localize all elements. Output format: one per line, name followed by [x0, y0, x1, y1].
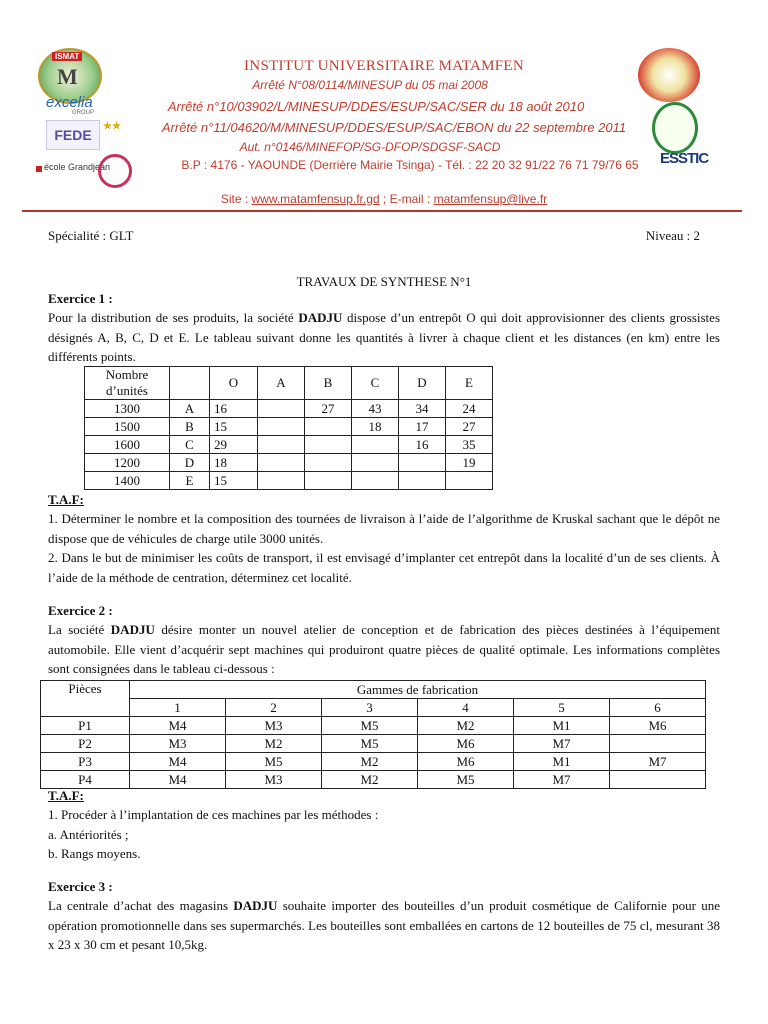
distance-table [84, 366, 493, 490]
ismat-logo-icon: ISMAT M [38, 48, 102, 104]
header-divider [22, 210, 742, 212]
fede-logo-icon: FEDE ★★ [46, 120, 100, 150]
contact-line: Site : www.matamfensup.fr.gd ; E-mail : matamfensup@live.fr [220, 192, 548, 206]
document-header [0, 0, 768, 210]
method-b: b. Rangs moyens. [48, 846, 141, 862]
table-row: P4 M4 M3 M2 M5 M7 [41, 771, 706, 789]
partner-seal-icon [652, 102, 698, 154]
exercise-3-heading: Exercice 3 : [48, 879, 113, 894]
question-2: 2. Dans le but de minimiser les coûts de transport, il est envisagé d’implanter cet entrepôt dans la localité d’un de ses clients. À l’aide de la méthode de centration, déterminez cet localité. [48, 550, 720, 585]
esstic-logo-icon: ESSTIC [660, 150, 709, 167]
method-a: a. Antériorités ; [48, 826, 129, 842]
email-link[interactable]: matamfensup@live.fr [433, 192, 548, 206]
exercise-1-statement: Pour la distribution de ses produits, la société DADJU dispose d’un entrepôt O qui doit approvisionner des clients grossistes désignés A, B, C, D et E. Le tableau suivant donne les quantités à livrer à chaque client et les distances (en km) entre les différents points. [48, 310, 721, 365]
excelia-logo-icon: excelia GROUP [46, 94, 95, 116]
document-title: TRAVAUX DE SYNTHESE N°1 [296, 274, 472, 289]
site-link[interactable]: www.matamfensup.fr.gd [251, 192, 380, 206]
exercise-1 [48, 289, 720, 367]
exercise-1-heading: Exercice 1 : [48, 291, 113, 306]
table-row: P2 M3 M2 M5 M6 M7 [41, 735, 706, 753]
exercise-2-tasks [48, 786, 720, 864]
decree-line-3: Arrêté n°11/04620/M/MINESUP/DDES/ESUP/SAC/EBON du 22 septembre 2011 [161, 120, 627, 135]
address-line: B.P : 4176 - YAOUNDE (Derrière Mairie Tsinga) - Tél. : 22 20 32 91/22 76 71 79/76 65 [181, 158, 639, 172]
table-row: 1300 A 16 27 43 34 24 [85, 400, 493, 418]
table-row: 1600 C 29 16 35 [85, 436, 493, 454]
niveau: Niveau : 2 [645, 228, 700, 243]
exercise-2-statement: La société DADJU désire monter un nouvel atelier de conception et de fabrication des pièces destinées à l’équipement automobile. Elle vient d’acquérir sept machines qui produiront quatre pièces de qualité optimale. Les informations complètes sont consignées dans le tableau ci-dessous : [48, 622, 721, 677]
decree-line-2: Arrêté n°10/03902/L/MINESUP/DDES/ESUP/SAC/SER du 18 août 2010 [167, 99, 585, 114]
exercise-1-tasks [48, 490, 720, 587]
table-subheader-row: 1 2 3 4 5 6 [41, 699, 706, 717]
taf-heading: T.A.F: [48, 788, 84, 803]
question-1: 1. Déterminer le nombre et la composition des tournées de livraison à l’aide de l’algorithme de Kruskal sachant que le dépôt ne dispose que de véhicules de charge utile 3000 unités. [48, 511, 720, 546]
table-row: P1 M4 M3 M5 M2 M1 M6 [41, 717, 706, 735]
table-row: 1500 B 15 18 17 27 [85, 418, 493, 436]
decree-line-1: Arrêté N°08/0114/MINESUP du 05 mai 2008 [252, 78, 488, 92]
ministry-seal-icon [638, 48, 700, 102]
table-row: 1200 D 18 19 [85, 454, 493, 472]
authorization-line: Aut. n°0146/MINEFOP/SG-DFOP/SDGSF-SACD [239, 140, 501, 154]
grandjean-logo-icon: école Grandjean [34, 152, 150, 186]
table-row: 1400 E 15 [85, 472, 493, 490]
question-1: 1. Procéder à l’implantation de ces machines par les méthodes : [48, 807, 379, 823]
table-header-row: Pièces Gammes de fabrication [41, 681, 706, 699]
exercise-2 [48, 601, 720, 679]
table-header-row: Nombre d’unités O A B C D E [85, 367, 493, 400]
exercise-2-heading: Exercice 2 : [48, 603, 113, 618]
specialite: Spécialité : GLT [48, 228, 134, 243]
exercise-3-statement: La centrale d’achat des magasins DADJU souhaite importer des bouteilles d’un produit cosmétique de Californie pour une opération promotionnelle dans ses supermarchés. Les bouteilles sont emballées en cartons de 12 bouteilles de 75 cl, mesurant 38 x 23 x 30 cm et pesant 10,5kg. [48, 898, 720, 953]
taf-heading: T.A.F: [48, 492, 84, 507]
institution-name: INSTITUT UNIVERSITAIRE MATAMFEN [244, 58, 524, 74]
routing-table [40, 680, 706, 789]
exercise-3 [48, 877, 720, 955]
table-row: P3 M4 M5 M2 M6 M1 M7 [41, 753, 706, 771]
